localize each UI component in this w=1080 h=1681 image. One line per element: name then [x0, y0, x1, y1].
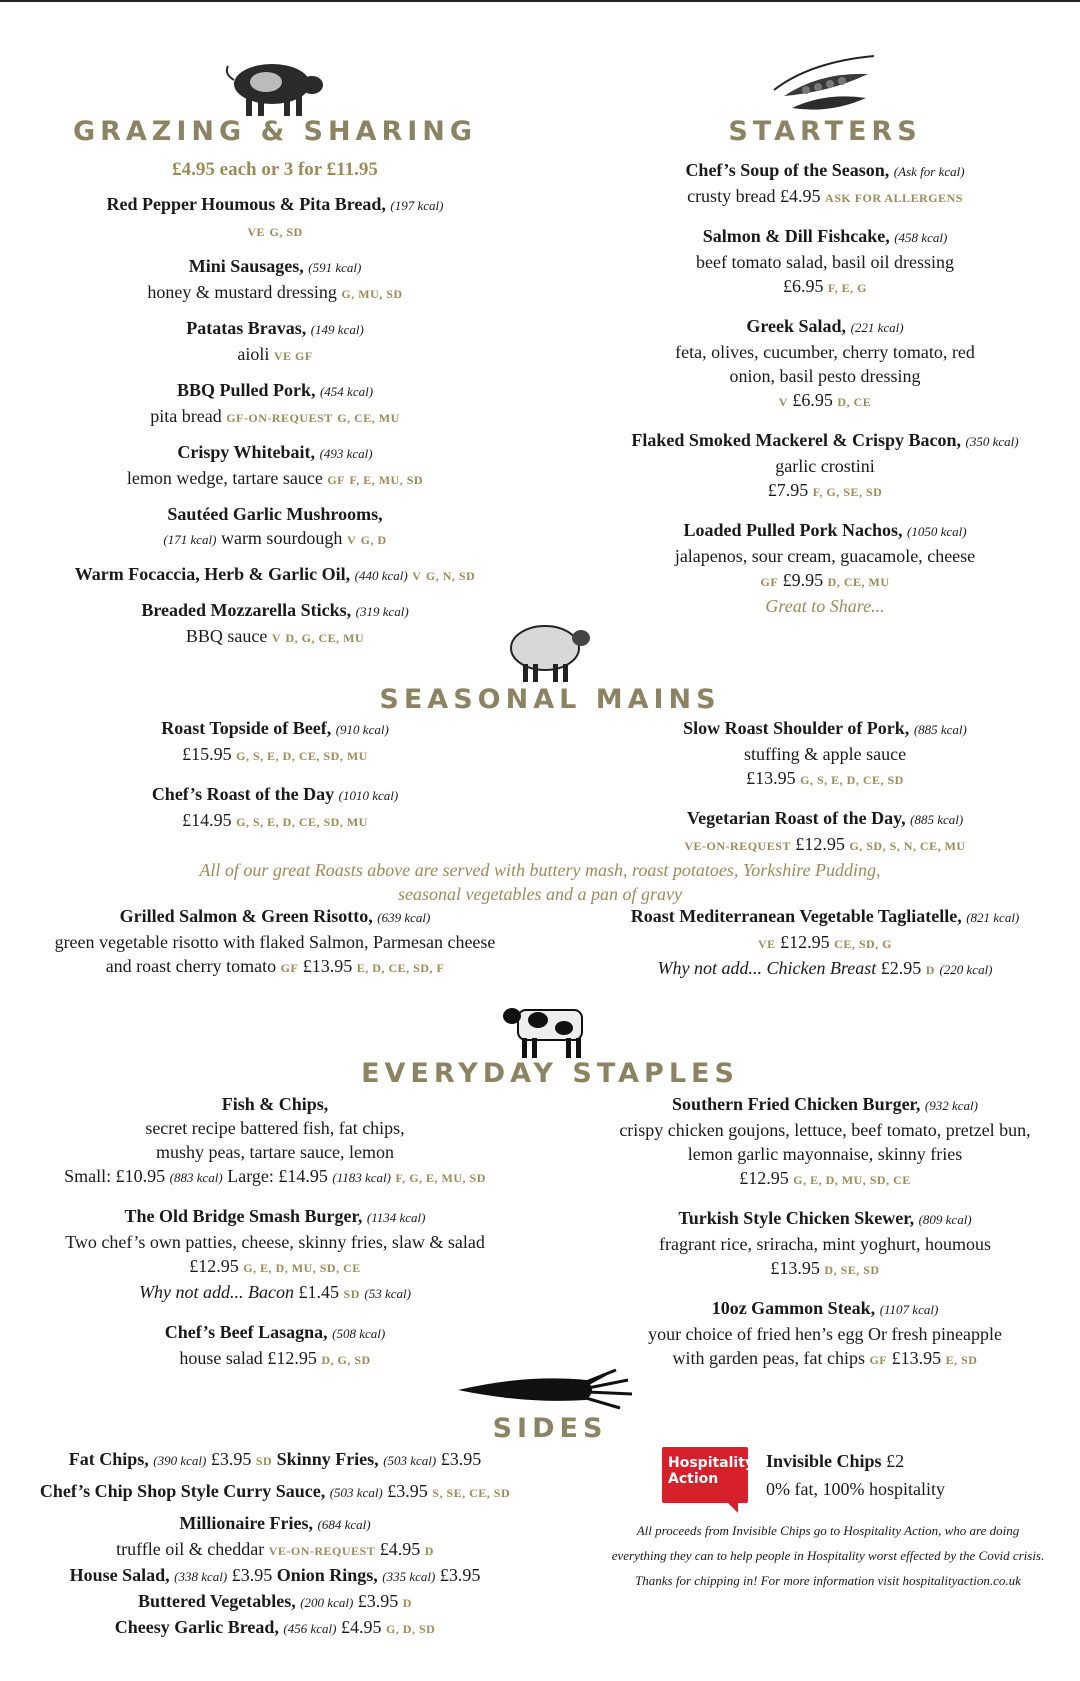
item-price: £7.95	[767, 480, 809, 500]
item-name: Chef’s Beef Lasagna,	[164, 1322, 328, 1342]
item-kcal: (149 kcal)	[310, 322, 364, 337]
item-desc: truffle oil & cheddar	[116, 1539, 265, 1559]
item-desc: warm sourdough	[220, 528, 343, 548]
item-name: Chef’s Soup of the Season,	[685, 160, 890, 180]
menu-item	[590, 1296, 1060, 1372]
item-desc: house salad	[179, 1348, 263, 1368]
menu-item	[20, 378, 530, 430]
allergens: G, S, E, D, CE, SD, MU	[236, 815, 368, 829]
sides-row	[10, 1615, 540, 1641]
sides-row	[10, 1589, 540, 1615]
item-name: Flaked Smoked Mackerel & Crispy Bacon,	[631, 430, 962, 450]
item-name: Cheesy Garlic Bread,	[114, 1617, 279, 1637]
sides-row	[10, 1511, 540, 1537]
sides-row	[10, 1447, 540, 1473]
item-kcal: (220 kcal)	[939, 962, 993, 977]
item-kcal: (910 kcal)	[335, 722, 389, 737]
allergens: S, SE, CE, SD	[432, 1486, 511, 1500]
allergens: G, N, SD	[425, 569, 476, 583]
item-kcal: (319 kcal)	[355, 604, 409, 619]
diet-badge: V	[412, 569, 422, 583]
item-price: £4.95	[379, 1539, 421, 1559]
roasts-note-line1: All of our great Roasts above are served with buttery mash, roast potatoes, Yorkshire Pudding,	[199, 860, 881, 880]
item-kcal: (503 kcal)	[329, 1485, 383, 1500]
item-price: £13.95	[302, 956, 353, 976]
item-price: £3.95	[357, 1591, 399, 1611]
item-kcal: (1010 kcal)	[338, 788, 399, 803]
item-desc: crusty bread	[687, 186, 776, 206]
item-price: £13.95	[746, 768, 796, 788]
item-desc: your choice of fried hen’s egg Or fresh pineapple	[648, 1324, 1002, 1344]
item-price: £6.95	[792, 390, 833, 410]
charity-note	[586, 1518, 1070, 1593]
item-price: £13.95	[891, 1348, 942, 1368]
item-name: Roast Mediterranean Vegetable Tagliatelle,	[630, 906, 962, 926]
item-kcal: (883 kcal)	[169, 1170, 223, 1185]
menu-item	[590, 518, 1060, 618]
sides-row	[10, 1563, 540, 1589]
item-price: £3.95	[231, 1565, 273, 1585]
item-name: Roast Topside of Beef,	[161, 718, 332, 738]
item-price: £12.95	[739, 1168, 789, 1188]
item-desc: and roast cherry tomato	[105, 956, 277, 976]
starters-heading: STARTERS	[728, 116, 922, 147]
grazing-offer: £4.95 each or 3 for £11.95	[172, 159, 378, 180]
diet-badge: GF-ON-REQUEST	[226, 411, 333, 425]
logo-line2: Action	[668, 1471, 719, 1487]
allergens: D, G, SD	[321, 1353, 371, 1367]
item-kcal: (390 kcal)	[153, 1453, 207, 1468]
item-name: Vegetarian Roast of the Day,	[686, 808, 906, 828]
diet-badge: V	[271, 631, 281, 645]
item-desc: secret recipe battered fish, fat chips,	[145, 1118, 405, 1138]
allergens: F, G, E, MU, SD	[395, 1171, 486, 1185]
item-name: Chef’s Chip Shop Style Curry Sauce,	[39, 1481, 326, 1501]
item-price: £3.95	[439, 1565, 481, 1585]
item-kcal: (1134 kcal)	[366, 1210, 426, 1225]
item-kcal: (821 kcal)	[966, 910, 1020, 925]
addon-lead: Why not add...	[657, 958, 762, 978]
item-desc: green vegetable risotto with flaked Salmon, Parmesan cheese	[54, 932, 496, 952]
roasts-note-line2: seasonal vegetables and a pan of gravy	[398, 884, 682, 904]
item-desc: Two chef’s own patties, cheese, skinny fries, slaw & salad	[65, 1232, 485, 1252]
grazing-column	[20, 158, 530, 660]
seasonal-mains-heading: SEASONAL MAINS	[379, 684, 721, 715]
item-desc: jalapenos, sour cream, guacamole, cheese	[674, 546, 976, 566]
item-price: £4.95	[340, 1617, 382, 1637]
item-price: £4.95	[780, 186, 821, 206]
menu-item	[590, 314, 1060, 414]
item-kcal: (493 kcal)	[319, 446, 373, 461]
item-price: £12.95	[267, 1348, 317, 1368]
item-kcal: (454 kcal)	[319, 384, 374, 399]
item-price: £3.95	[210, 1449, 252, 1469]
sides-row	[10, 1479, 540, 1505]
item-kcal: (885 kcal)	[910, 812, 964, 827]
item-kcal: (932 kcal)	[924, 1098, 978, 1113]
pig-icon	[222, 52, 324, 118]
item-kcal: (1050 kcal)	[906, 524, 967, 539]
invisible-chips-item	[766, 1447, 1066, 1503]
grazing-heading: GRAZING & SHARING	[72, 116, 478, 147]
size-label: Large:	[227, 1166, 274, 1186]
cow-icon	[500, 996, 592, 1060]
menu-item	[20, 562, 530, 588]
menu-item	[20, 440, 530, 492]
item-kcal: (Ask for kcal)	[893, 164, 965, 179]
item-kcal: (171 kcal)	[163, 532, 217, 547]
allergens: CE, SD, G	[834, 937, 892, 951]
item-name: Sautéed Garlic Mushrooms,	[167, 504, 383, 524]
item-name: Skinny Fries,	[276, 1449, 379, 1469]
item-price: £12.95	[189, 1256, 239, 1276]
menu-item	[20, 716, 530, 768]
diet-badge: V	[346, 533, 357, 547]
item-price: £12.95	[795, 834, 845, 854]
allergens: G, CE, MU	[337, 411, 400, 425]
allergens: D, G, CE, MU	[285, 631, 365, 645]
item-name: Patatas Bravas,	[186, 318, 307, 338]
top-rule	[0, 0, 1080, 2]
item-kcal: (335 kcal)	[382, 1569, 436, 1584]
item-name: Breaded Mozzarella Sticks,	[141, 600, 352, 620]
item-kcal: (503 kcal)	[383, 1453, 437, 1468]
item-kcal: (221 kcal)	[850, 320, 904, 335]
diet-badge: VE-ON-REQUEST	[684, 839, 791, 853]
menu-item	[590, 428, 1060, 504]
item-name: Millionaire Fries,	[179, 1513, 314, 1533]
allergens: G, MU, SD	[341, 287, 403, 301]
item-name: Chef’s Roast of the Day	[151, 784, 335, 804]
item-name: Grilled Salmon & Green Risotto,	[119, 906, 373, 926]
item-name: The Old Bridge Smash Burger,	[124, 1206, 363, 1226]
allergens: E, SD	[945, 1353, 978, 1367]
everyday-staples-heading: EVERYDAY STAPLES	[361, 1058, 739, 1089]
item-name: Onion Rings,	[276, 1565, 378, 1585]
item-name: Invisible Chips	[766, 1451, 882, 1471]
diet-badge: VE GF	[273, 349, 313, 363]
item-name: Salmon & Dill Fishcake,	[702, 226, 890, 246]
allergens: G, SD	[269, 225, 303, 239]
item-desc: onion, basil pesto dressing	[729, 366, 921, 386]
staples-right-column	[590, 1092, 1060, 1382]
starters-column	[590, 158, 1060, 628]
item-desc: stuffing & apple sauce	[743, 744, 907, 764]
item-name: Fat Chips,	[68, 1449, 149, 1469]
diet-badge: GF	[327, 473, 345, 487]
item-name: Slow Roast Shoulder of Pork,	[683, 718, 910, 738]
charity-note-line2: everything they can to help people in Hospitality worst effected by the Covid crisis.	[611, 1548, 1045, 1563]
item-desc: mushy peas, tartare sauce, lemon	[156, 1142, 394, 1162]
item-desc: honey & mustard dressing	[147, 282, 337, 302]
item-price: £15.95	[182, 744, 232, 764]
allergens: D, SE, SD	[824, 1263, 880, 1277]
item-kcal: (639 kcal)	[377, 910, 431, 925]
mains-right-column	[590, 716, 1060, 868]
allergens: D	[402, 1596, 412, 1610]
menu-item	[590, 716, 1060, 792]
allergens: SD	[343, 1287, 360, 1301]
sides-heading: SIDES	[492, 1413, 608, 1444]
allergens: F, E, G	[827, 281, 868, 295]
item-kcal: (591 kcal)	[308, 260, 362, 275]
item-name: House Salad,	[69, 1565, 170, 1585]
item-kcal: (456 kcal)	[283, 1621, 337, 1636]
item-desc: crispy chicken goujons, lettuce, beef tomato, pretzel bun,	[619, 1120, 1031, 1140]
item-kcal: (350 kcal)	[965, 434, 1019, 449]
item-price: £6.95	[782, 276, 824, 296]
item-desc: fragrant rice, sriracha, mint yoghurt, houmous	[659, 1234, 991, 1254]
menu-item	[590, 1092, 1060, 1192]
allergens: G, D, SD	[385, 1622, 436, 1636]
addon-price: £1.45	[298, 1282, 340, 1302]
item-price: £2	[886, 1451, 905, 1471]
item-desc: 0% fat, 100% hospitality	[766, 1479, 945, 1499]
allergens: SD	[255, 1454, 273, 1468]
allergens: G, D	[360, 533, 387, 547]
share-note: Great to Share...	[765, 596, 885, 616]
roasts-note	[20, 858, 1060, 906]
allergens: F, G, SE, SD	[812, 485, 883, 499]
item-name: 10oz Gammon Steak,	[711, 1298, 876, 1318]
item-name: Fish & Chips,	[221, 1094, 329, 1114]
item-desc: lemon wedge, tartare sauce	[126, 468, 323, 488]
salmon-item	[20, 904, 530, 980]
menu-item	[20, 1092, 530, 1190]
hospitality-action-logo	[662, 1447, 755, 1503]
item-price: £3.95	[440, 1449, 482, 1469]
allergens: G, E, D, MU, SD, CE	[243, 1261, 361, 1275]
item-name: Loaded Pulled Pork Nachos,	[683, 520, 903, 540]
allergens: D	[925, 963, 935, 977]
item-desc: garlic crostini	[775, 456, 875, 476]
charity-note-line3: Thanks for chipping in! For more information visit hospitalityaction.co.uk	[635, 1573, 1021, 1588]
allergens: D, CE, MU	[827, 575, 890, 589]
menu-item	[20, 254, 530, 306]
menu-item	[590, 158, 1060, 210]
allergens: D	[424, 1544, 434, 1558]
item-kcal: (1107 kcal)	[879, 1302, 939, 1317]
menu-item	[20, 1320, 530, 1372]
item-kcal: (458 kcal)	[894, 230, 948, 245]
item-name: Southern Fried Chicken Burger,	[672, 1094, 921, 1114]
item-kcal: (197 kcal)	[390, 198, 444, 213]
diet-badge: GF	[869, 1353, 888, 1367]
item-kcal: (885 kcal)	[913, 722, 967, 737]
menu-item	[20, 502, 530, 552]
menu-item	[20, 782, 530, 834]
allergens: E, D, CE, SD, F	[356, 961, 445, 975]
item-kcal: (200 kcal)	[300, 1595, 354, 1610]
diet-badge: GF	[280, 961, 299, 975]
item-kcal: (684 kcal)	[317, 1517, 371, 1532]
charity-note-line1: All proceeds from Invisible Chips go to Hospitality Action, who are doing	[636, 1523, 1020, 1538]
item-desc: with garden peas, fat chips	[672, 1348, 865, 1368]
item-desc: BBQ sauce	[185, 626, 268, 646]
item-kcal: (440 kcal)	[354, 568, 408, 583]
item-desc: lemon garlic mayonnaise, skinny fries	[687, 1144, 963, 1164]
diet-badge: VE	[757, 937, 776, 951]
staples-left-column	[20, 1092, 530, 1382]
item-price: £3.95	[387, 1481, 428, 1501]
item-desc: pita bread	[150, 406, 222, 426]
item-price: £9.95	[782, 570, 824, 590]
item-price: £12.95	[780, 932, 830, 952]
menu-item	[590, 224, 1060, 300]
item-kcal: (338 kcal)	[174, 1569, 228, 1584]
diet-badge: VE	[247, 225, 265, 239]
allergens: ASK FOR ALLERGENS	[825, 191, 963, 205]
item-name: BBQ Pulled Pork,	[176, 380, 316, 400]
item-price: £14.95	[182, 810, 232, 830]
item-name: Crispy Whitebait,	[177, 442, 316, 462]
addon-price: £2.95	[880, 958, 922, 978]
allergens: G, S, E, D, CE, SD	[800, 773, 904, 787]
item-kcal: (508 kcal)	[332, 1326, 386, 1341]
item-kcal: (1183 kcal)	[332, 1170, 391, 1185]
allergens: F, E, MU, SD	[349, 473, 424, 487]
menu-item	[20, 598, 530, 650]
size-label: Small:	[64, 1166, 112, 1186]
item-price: £14.95	[278, 1166, 328, 1186]
item-kcal: (809 kcal)	[918, 1212, 972, 1227]
sides-row	[10, 1537, 540, 1563]
item-name: Warm Focaccia, Herb & Garlic Oil,	[74, 564, 351, 584]
item-desc: aioli	[237, 344, 270, 364]
menu-item	[590, 806, 1060, 858]
item-name: Turkish Style Chicken Skewer,	[678, 1208, 915, 1228]
addon-name: Chicken Breast	[766, 958, 877, 978]
item-price: £13.95	[770, 1258, 820, 1278]
item-name: Greek Salad,	[746, 316, 847, 336]
menu-item	[20, 316, 530, 368]
item-name: Mini Sausages,	[188, 256, 304, 276]
diet-badge: VE-ON-REQUEST	[268, 1544, 376, 1558]
item-name: Buttered Vegetables,	[138, 1591, 296, 1611]
diet-badge: GF	[760, 575, 779, 589]
item-desc: beef tomato salad, basil oil dressing	[696, 252, 954, 272]
item-desc: feta, olives, cucumber, cherry tomato, red	[675, 342, 975, 362]
tagliatelle-item	[590, 904, 1060, 982]
addon-name: Bacon	[248, 1282, 295, 1302]
menu-item	[590, 1206, 1060, 1282]
pea-pod-icon	[770, 52, 882, 116]
menu-item	[20, 1204, 530, 1306]
allergens: D, CE	[837, 395, 872, 409]
mains-left-column	[20, 716, 530, 844]
logo-line1: Hospitality	[668, 1455, 755, 1471]
allergens: G, E, D, MU, SD, CE	[793, 1173, 911, 1187]
diet-badge: V	[778, 395, 788, 409]
item-kcal: (53 kcal)	[364, 1286, 411, 1301]
allergens: G, S, E, D, CE, SD, MU	[236, 749, 368, 763]
item-price: £10.95	[115, 1166, 166, 1186]
addon-lead: Why not add...	[139, 1282, 244, 1302]
sides-column	[10, 1447, 540, 1641]
menu-item	[20, 192, 530, 244]
item-name: Red Pepper Houmous & Pita Bread,	[106, 194, 386, 214]
allergens: G, SD, S, N, CE, MU	[849, 839, 966, 853]
